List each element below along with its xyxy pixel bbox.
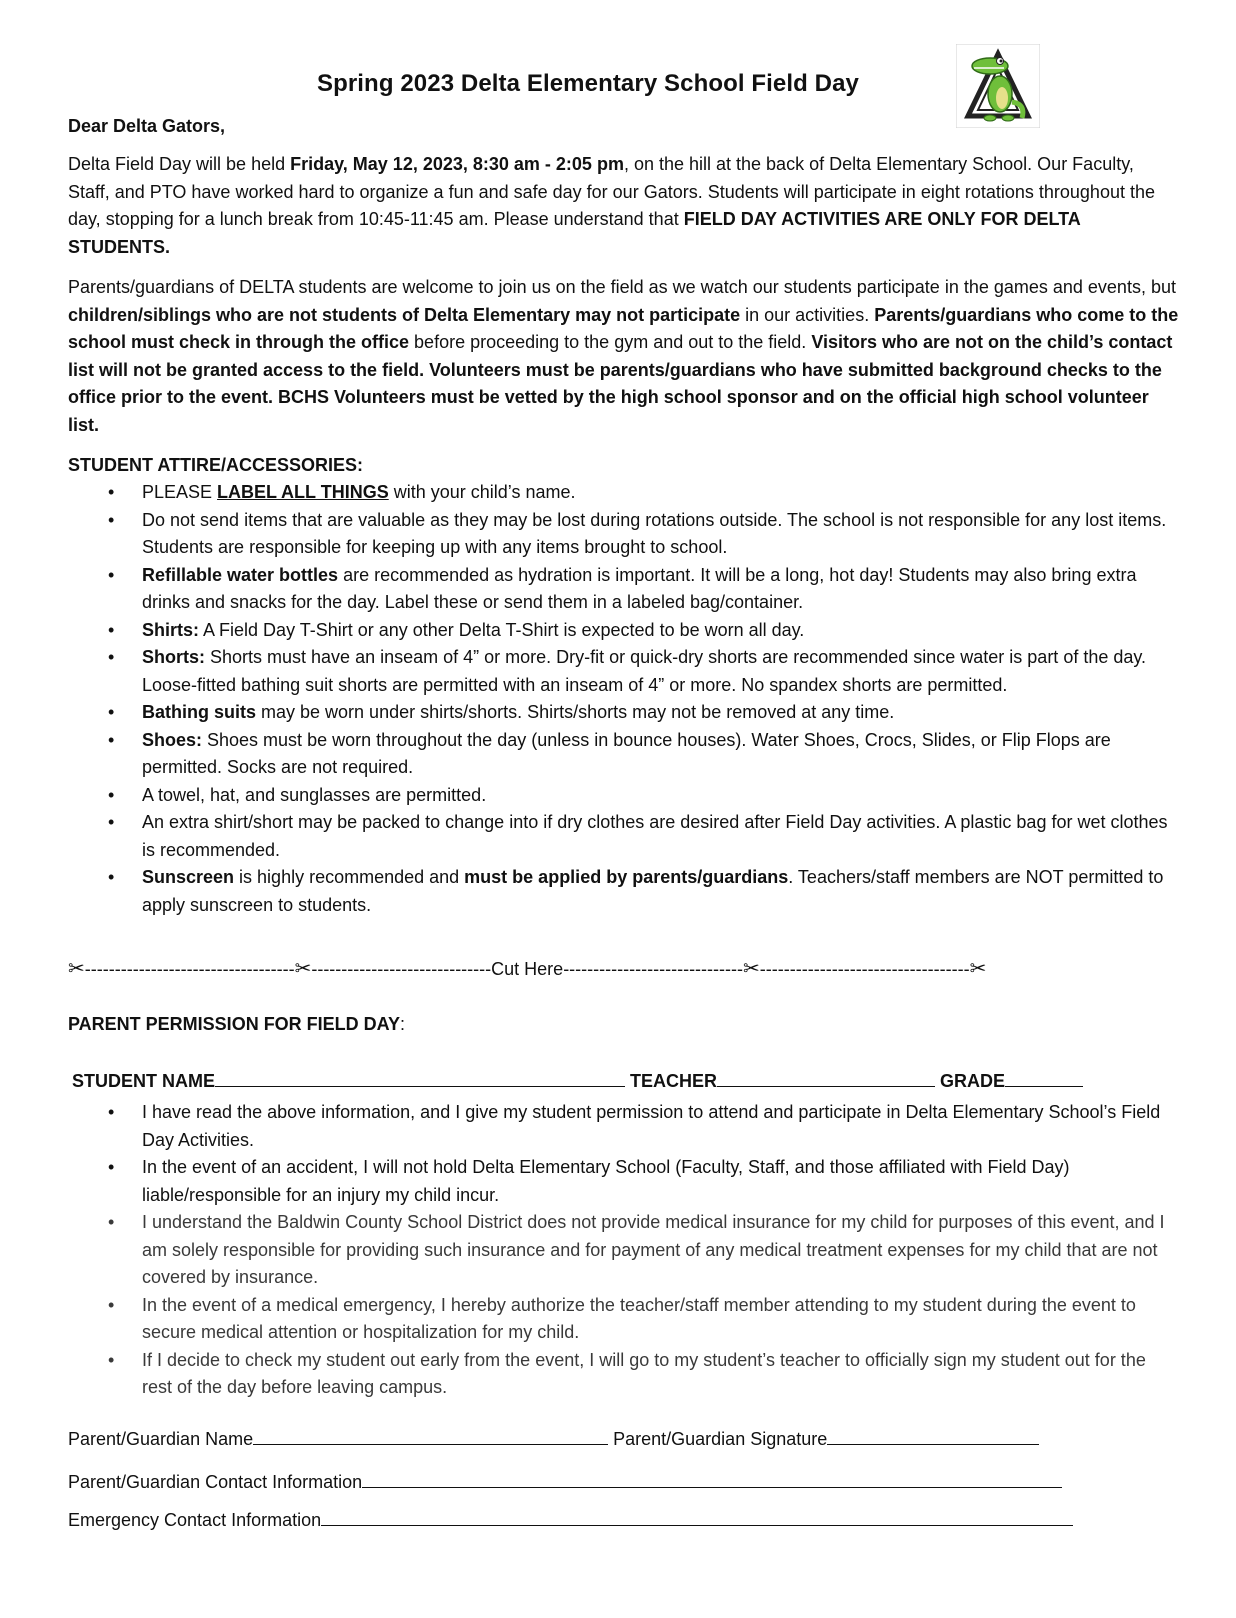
- parents-text-1: Parents/guardians of DELTA students are welcome to join us on the field as we watch our students participate in the games and events, but: [68, 277, 1176, 297]
- check-in-notice: Parents/guardians who come to the school must check in through the office: [68, 304, 1179, 352]
- parent-signature-label: Parent/Guardian Signature: [613, 1429, 828, 1449]
- item-text: An extra shirt/short may be packed to change into if dry clothes are desired after Field Day activities. A plastic bag for wet clothes is recommended.: [142, 812, 1168, 860]
- scissors-icon: ✂: [743, 958, 760, 980]
- item-text: . Teachers/staff members are NOT permitted to apply sunscreen to students.: [142, 867, 1164, 915]
- item-bold: Refillable water bottles: [142, 564, 339, 585]
- item-text: Shoes must be worn throughout the day (unless in bounce houses). Water Shoes, Crocs, Slides, or Flip Flops are permitted. Socks are not required.: [142, 729, 1111, 777]
- list-item: • In the event of an accident, I will not hold Delta Elementary School (Faculty, Staff, and those affiliated with Field Day) liable/responsible for an injury my child incur.: [68, 1154, 1180, 1209]
- list-item: [68, 617, 1180, 645]
- list-item: [68, 809, 1180, 864]
- teacher-label: TEACHER: [630, 1071, 718, 1091]
- parents-paragraph: [68, 274, 1180, 439]
- teacher-field[interactable]: [717, 1068, 935, 1087]
- cut-here-label: Cut Here: [491, 959, 564, 979]
- student-name-label: STUDENT NAME: [72, 1071, 215, 1091]
- item-text: with your child’s name.: [388, 482, 576, 502]
- student-info-row: [72, 1068, 1083, 1092]
- list-item: [68, 864, 1180, 919]
- event-date-time: Friday, May 12, 2023, 8:30 am - 2:05 pm: [290, 154, 624, 174]
- emergency-contact-label: Emergency Contact Information: [68, 1510, 322, 1530]
- scissors-icon: ✂: [294, 958, 312, 980]
- item-bold: Shorts:: [142, 647, 205, 667]
- list-item: [68, 782, 1180, 810]
- page-title: Spring 2023 Delta Elementary School Field Day: [316, 70, 859, 97]
- list-item: [68, 699, 1180, 727]
- item-text: Shorts must have an inseam of 4” or more. Dry-fit or quick-dry shorts are recommended since water is part of the day. Loose-fitted bathing suit shorts are permitted with an inseam of 4” or more. No spandex shorts are permitted.: [142, 647, 1147, 695]
- item-bold: Bathing suits: [142, 702, 257, 722]
- permission-heading-text: PARENT PERMISSION FOR FIELD DAY: [68, 1014, 401, 1034]
- parents-text-3: before proceeding to the gym and out to the field.: [409, 332, 812, 352]
- permission-list: [68, 1099, 1180, 1402]
- parents-text-2: in our activities.: [740, 304, 875, 325]
- grade-field[interactable]: [1005, 1068, 1083, 1087]
- item-text: Do not send items that are valuable as they may be lost during rotations outside. The school is not responsible for any lost items. Students are responsible for keeping up with any items brought to school.: [142, 509, 1167, 557]
- permission-heading: [68, 1014, 405, 1035]
- permission-colon: :: [400, 1014, 406, 1034]
- list-item: [68, 644, 1180, 699]
- student-name-field[interactable]: [215, 1068, 625, 1087]
- scissors-icon: ✂: [969, 958, 987, 980]
- parent-contact-field[interactable]: [362, 1469, 1062, 1488]
- item-text: is highly recommended and: [234, 867, 465, 887]
- intro-text-1: Delta Field Day will be held: [68, 154, 291, 174]
- scissors-icon: ✂: [68, 958, 85, 980]
- delta-only-notice: FIELD DAY ACTIVITIES ARE ONLY FOR DELTA STUDENTS.: [68, 209, 1081, 257]
- item-text: A Field Day T-Shirt or any other Delta T-Shirt is expected to be worn all day.: [199, 619, 805, 640]
- item-bold: Sunscreen: [142, 867, 235, 887]
- list-item: [68, 507, 1180, 562]
- list-item: • I understand the Baldwin County School District does not provide medical insurance for my child for purposes of this event, and I am solely responsible for providing such insurance and for payment of any medical treatment expenses for my child that are not covered by insurance.: [68, 1209, 1180, 1292]
- list-item: • I have read the above information, and I give my student permission to attend and participate in Delta Elementary School’s Field Day Activities.: [68, 1099, 1180, 1154]
- greeting: Dear Delta Gators,: [68, 116, 226, 136]
- item-text: are recommended as hydration is important. It will be a long, hot day! Students may also bring extra drinks and snacks for the day. Label these or send them in a labeled bag/container.: [142, 564, 1137, 612]
- item-text: PLEASE: [142, 482, 218, 502]
- item-text: A towel, hat, and sunglasses are permitted.: [142, 784, 487, 805]
- cut-line: ✂-----------------------------------✂------------------------------Cut Here------------------------------✂-----------------------------------✂: [68, 958, 987, 980]
- item-bold: Shirts:: [142, 619, 200, 640]
- list-item: [68, 727, 1180, 782]
- attire-list: [68, 479, 1180, 919]
- intro-text-2: , on the hill at the back of Delta Elementary School. Our Faculty, Staff, and PTO have worked hard to organize a fun and safe day for our Gators. Students will participate in eight rotations throughout the day, stopping for a lunch break from 10:45-11:45 am. Please understand that: [68, 154, 1155, 229]
- list-item: • In the event of a medical emergency, I hereby authorize the teacher/staff member attending to my student during the event to secure medical attention or hospitalization for my child.: [68, 1292, 1180, 1347]
- siblings-notice: children/siblings who are not students of Delta Elementary may not participate: [68, 304, 741, 325]
- parent-name-label: Parent/Guardian Name: [68, 1429, 254, 1449]
- parent-name-row: [68, 1426, 1039, 1450]
- list-item: [68, 562, 1180, 617]
- emergency-contact-row: [68, 1507, 1073, 1531]
- intro-paragraph: [68, 151, 1180, 261]
- list-item: • If I decide to check my student out early from the event, I will go to my student’s teacher to officially sign my student out for the rest of the day before leaving campus.: [68, 1347, 1180, 1402]
- attire-heading: STUDENT ATTIRE/ACCESSORIES:: [68, 455, 364, 475]
- grade-label: GRADE: [940, 1071, 1006, 1091]
- item-bold: must be applied by parents/guardians: [464, 867, 789, 887]
- parent-contact-label: Parent/Guardian Contact Information: [68, 1472, 363, 1492]
- parent-contact-row: [68, 1469, 1062, 1493]
- label-all-things: LABEL ALL THINGS: [217, 482, 389, 502]
- parent-signature-field[interactable]: [827, 1426, 1039, 1445]
- item-bold: Shoes:: [142, 729, 203, 750]
- visitors-notice: Visitors who are not on the child’s contact list will not be granted access to the field. Volunteers must be parents/guardians who have submitted background checks to the office prior to the event. BCHS Volunteers must be vetted by the high school sponsor and on the official high school volunteer list.: [68, 332, 1173, 435]
- emergency-contact-field[interactable]: [321, 1507, 1073, 1526]
- item-text: may be worn under shirts/shorts. Shirts/shorts may not be removed at any time.: [256, 702, 895, 722]
- parent-name-field[interactable]: [253, 1426, 608, 1445]
- list-item: [68, 479, 1180, 507]
